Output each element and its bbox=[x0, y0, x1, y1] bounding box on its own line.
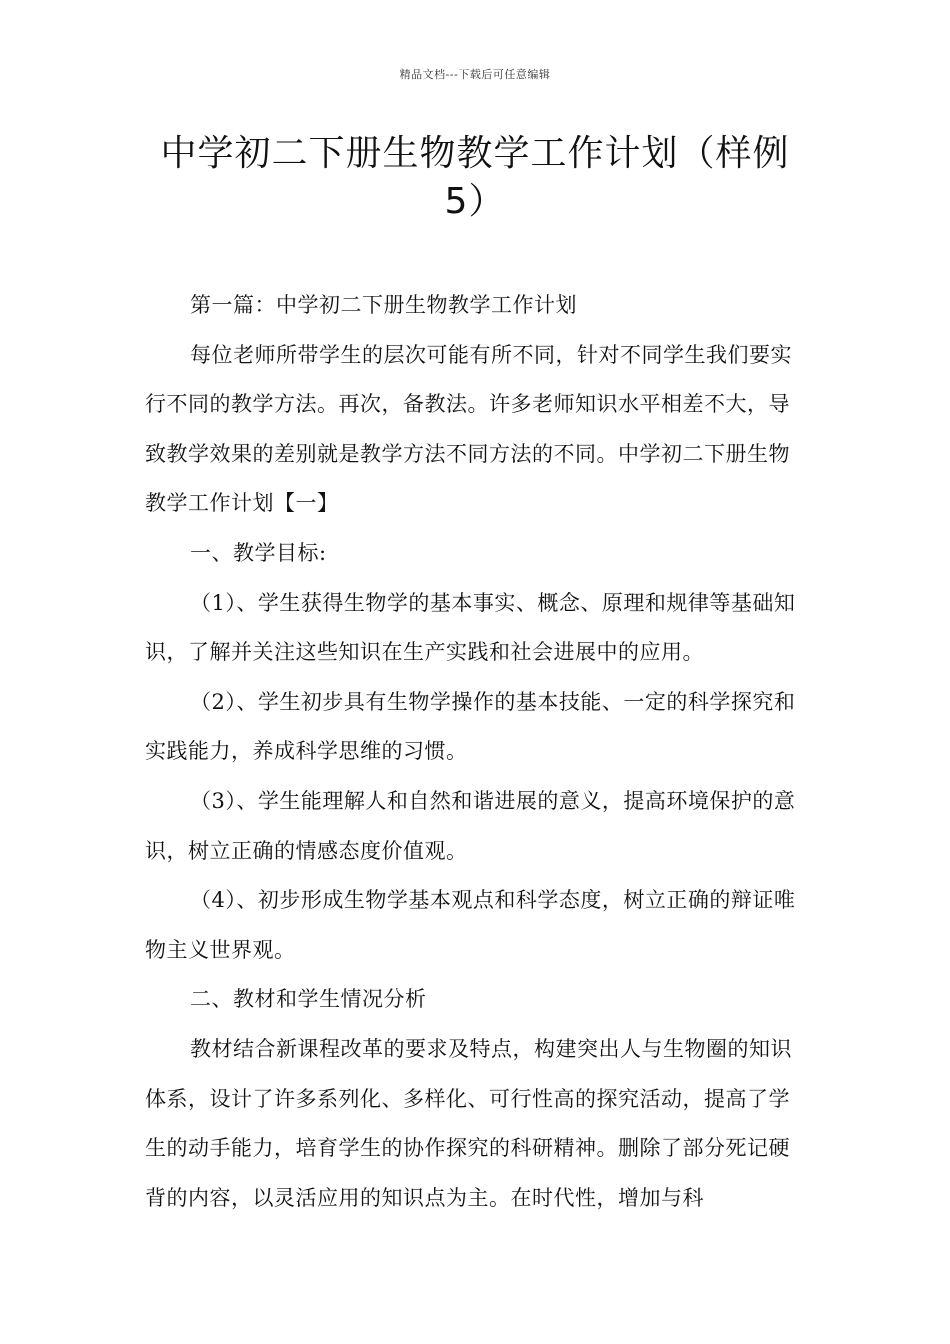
paragraph: 每位老师所带学生的层次可能有所不同，针对不同学生我们要实行不同的教学方法。再次，备教法。许多老师知识水平相差不大，导致教学效果的差别就是教学方法不同方法的不同。中学初二下册生物教学工作计划【一】 bbox=[145, 342, 792, 516]
paragraph: 教材结合新课程改革的要求及特点，构建突出人与生物圈的知识体系，设计了许多系列化、多样化、可行性高的探究活动，提高了学生的动手能力，培育学生的协作探究的科研精神。删除了部分死记硬背的内容，以灵活应用的知识点为主。在时代性，增加与科 bbox=[145, 1036, 792, 1210]
title-line-1: 中学初二下册生物教学工作计划（样例 bbox=[160, 133, 790, 174]
list-item: （4）、初步形成生物学基本观点和科学态度，树立正确的辩证唯物主义世界观。 bbox=[145, 888, 796, 962]
document-title bbox=[130, 130, 820, 226]
list-item: （1）、学生获得生物学的基本事实、概念、原理和规律等基础知识，了解并关注这些知识在生产实践和社会进展中的应用。 bbox=[145, 590, 796, 665]
document-body bbox=[145, 281, 810, 1223]
section-heading: 一、教学目标: bbox=[190, 540, 327, 565]
section-heading: 第一篇：中学初二下册生物教学工作计划 bbox=[190, 293, 577, 317]
list-item: （2）、学生初步具有生物学操作的基本技能、一定的科学探究和实践能力，养成科学思维的习惯。 bbox=[145, 689, 796, 764]
section-heading: 二、教材和学生情况分析 bbox=[190, 987, 427, 1012]
header-note: 精品文档---下载后可任意编辑 bbox=[399, 68, 551, 81]
list-item: （3）、学生能理解人和自然和谐进展的意义，提高环境保护的意识，树立正确的情感态度价值观。 bbox=[145, 788, 796, 863]
title-line-2: 5） bbox=[444, 181, 506, 222]
